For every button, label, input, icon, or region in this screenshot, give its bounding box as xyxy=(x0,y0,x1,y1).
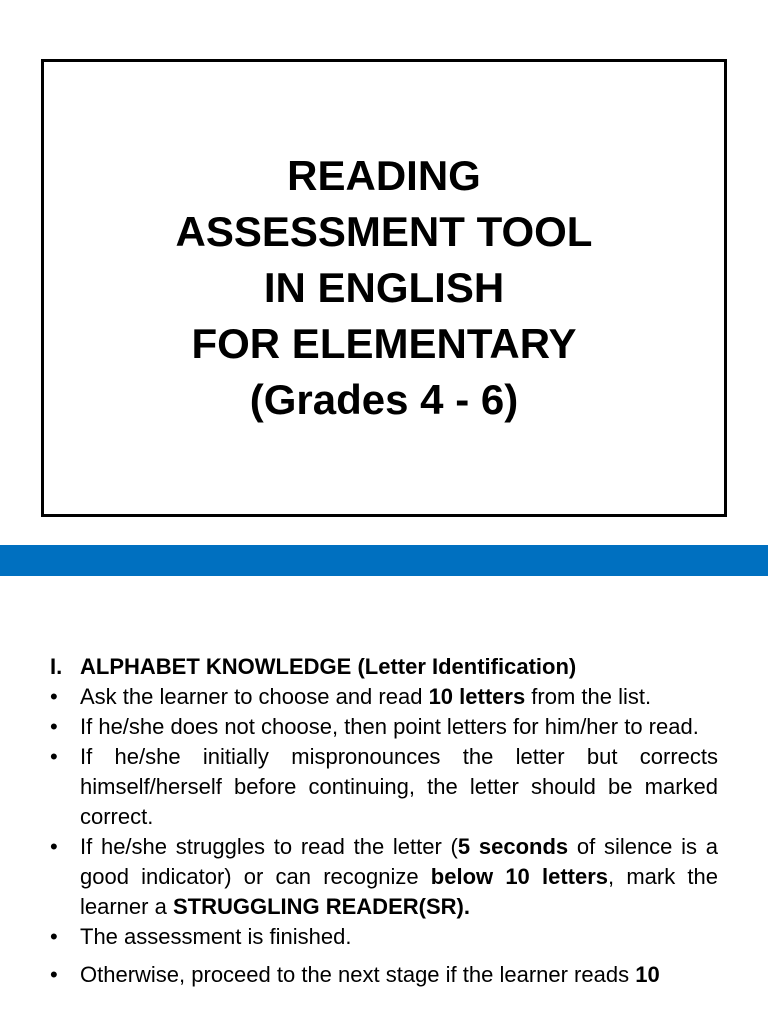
list-item xyxy=(50,922,718,952)
item-text: The assessment is finished. xyxy=(80,924,352,949)
item-text: of silence is a good indicator) or can recognize xyxy=(80,834,719,889)
title-line: (Grades 4 - 6) xyxy=(249,376,519,423)
instruction-list xyxy=(50,682,718,990)
item-emphasis: 10 letters xyxy=(428,684,526,709)
list-item xyxy=(50,832,718,922)
item-text: Ask the learner to choose and read xyxy=(80,684,429,709)
bullet-icon: • xyxy=(50,744,58,769)
list-item xyxy=(50,742,718,832)
bullet-icon: • xyxy=(50,684,58,709)
bullet-icon: • xyxy=(50,962,58,987)
section-number: I. xyxy=(50,654,63,679)
title-line: READING xyxy=(287,152,481,199)
title-line: FOR ELEMENTARY xyxy=(191,320,577,367)
bullet-icon: • xyxy=(50,924,58,949)
list-item xyxy=(50,960,718,990)
item-emphasis: 5 seconds xyxy=(457,834,569,859)
title-box xyxy=(41,59,727,517)
section-heading-text: ALPHABET KNOWLEDGE (Letter Identification) xyxy=(80,654,577,679)
item-text: Otherwise, proceed to the next stage if the learner reads xyxy=(80,962,636,987)
section-alphabet-knowledge xyxy=(50,652,718,990)
bullet-icon: • xyxy=(50,714,58,739)
item-emphasis: 10 xyxy=(635,962,660,987)
item-text: If he/she does not choose, then point letters for him/her to read. xyxy=(80,714,699,739)
title-line: ASSESSMENT TOOL xyxy=(175,208,593,255)
item-text: If he/she struggles to read the letter ( xyxy=(80,834,458,859)
item-emphasis: STRUGGLING READER(SR). xyxy=(172,894,470,919)
item-text: If he/she initially mispronounces the letter but corrects himself/herself before continuing, the letter should be marked correct. xyxy=(80,744,718,829)
bullet-icon: • xyxy=(50,834,58,859)
item-text: , mark the learner a xyxy=(80,864,718,919)
title-line: IN ENGLISH xyxy=(263,264,505,311)
list-item xyxy=(50,682,718,712)
section-heading xyxy=(50,652,718,682)
list-item xyxy=(50,712,718,742)
item-text: from the list. xyxy=(525,684,652,709)
blue-divider-band xyxy=(0,545,768,576)
document-title xyxy=(176,148,593,428)
item-emphasis: below 10 letters xyxy=(430,864,609,889)
